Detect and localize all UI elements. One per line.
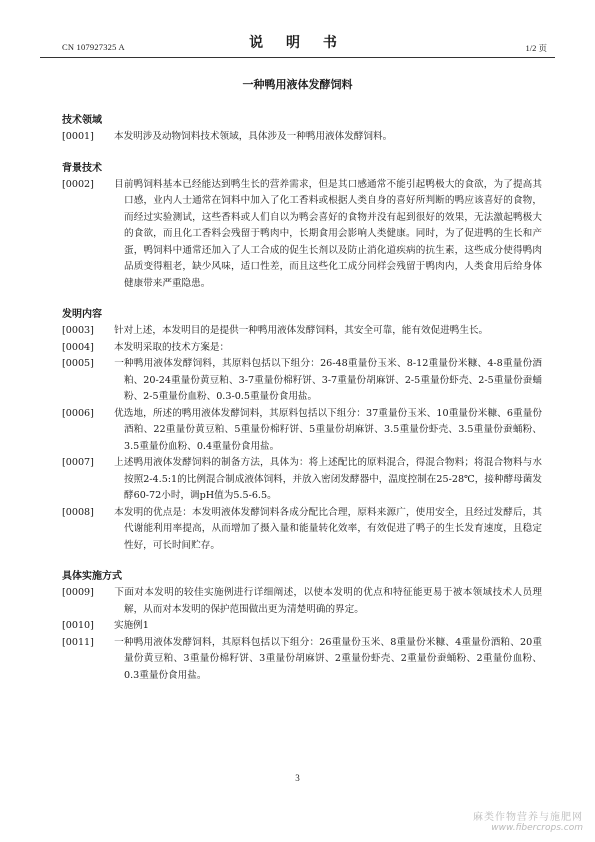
paragraph (62, 585, 542, 618)
paragraph (62, 323, 542, 340)
document-body (62, 112, 542, 698)
publication-number: CN 107927325 A (62, 42, 125, 52)
paragraph (62, 635, 542, 685)
paragraph-number: [0011] (62, 636, 94, 648)
section-heading: 背景技术 (62, 162, 102, 174)
paragraph-number: [0006] (62, 407, 94, 419)
watermark-url: www.fibercrops.com (491, 823, 583, 833)
paragraph-text: 下面对本发明的较佳实施例进行详细阐述，以使本发明的优点和特征能更易于被本领域技术人员理解，从而对本发明的保护范围做出更为清楚明确的界定。 (114, 587, 542, 615)
paragraph-text: 实施例1 (114, 620, 149, 631)
site-watermark (473, 808, 583, 833)
paragraph (62, 129, 542, 146)
section-heading: 技术领域 (62, 115, 102, 126)
paragraph (62, 177, 542, 293)
paragraph (62, 455, 542, 505)
paragraph-text: 目前鸭饲料基本已经能达到鸭生长的营养需求，但是其口感通常不能引起鸭极大的食欲，为了提高其口感，业内人士通常在饲料中加入了化工香料或根据人类自身的喜好所判断的鸭应该喜好的食物，而经过实验测试，这些香料或人们自以为鸭会喜好的食物并没有起到很好的效果，无法激起鸭极大的食欲，而且化工香料会残留于鸭肉中，长期食用会影响人类健康。同时，为了促进鸭的生长和产蛋，鸭饲料中通常还加入了人工合成的促生长剂以及防止消化道疾病的抗生素，这些成分使得鸭肉品质变得粗老，缺少风味，适口性差，而且这些化工成分同样会残留于鸭肉内，人类食用后给身体健康带来严重隐患。 (114, 178, 542, 289)
paragraph (62, 505, 542, 555)
section (62, 112, 542, 146)
paragraph-number: [0002] (62, 178, 94, 190)
document-title: 一种鸭用液体发酵饲料 (242, 78, 353, 91)
paragraph-number: [0008] (62, 506, 94, 518)
section (62, 306, 542, 554)
section-heading: 具体实施方式 (62, 571, 122, 582)
paragraph-number: [0009] (62, 587, 94, 598)
paragraph-text: 上述鸭用液体发酵饲料的制备方法，具体为：将上述配比的原料混合，得混合物料；将混合物料与水按照2-4.5:1的比例混合制成液体饲料，并放入密闭发酵器中，温度控制在25-28℃，接种酵母菌发酵60-72小时，调pH值为5.5-6.5。 (114, 457, 542, 501)
paragraph-number: [0004] (62, 341, 94, 353)
paragraph-number: [0003] (62, 325, 94, 336)
paragraph-number: [0007] (62, 457, 94, 468)
section (62, 160, 542, 293)
watermark-site-name: 麻类作物营养与施肥网 (473, 812, 583, 823)
paragraph-text: 本发明的优点是：本发明液体发酵饲料各成分配比合理，原料来源广，使用安全，且经过发酵后，其代谢能利用率提高，从而增加了摄入量和能量转化效率，有效促进了鸭子的生长发育速度，且稳定性好，可长时间贮存。 (114, 506, 542, 551)
page-header (40, 30, 555, 56)
paragraph-text: 优选地，所述的鸭用液体发酵饲料，其原料包括以下组分：37重量份玉米、10重量份米糠、6重量份酒粕、22重量份黄豆粕、5重量份棉籽饼、5重量份胡麻饼、3.5重量份虾壳、3.5重量份蚕蛹粉、3.5重量份血粉、0.4重量份食用盐。 (114, 407, 542, 452)
section-heading: 发明内容 (62, 309, 102, 320)
paragraph-text: 针对上述，本发明目的是提供一种鸭用液体发酵饲料，其安全可靠，能有效促进鸭生长。 (114, 325, 489, 336)
paragraph-text: 本发明采取的技术方案是： (114, 341, 230, 353)
paragraph (62, 356, 542, 406)
page-number: 3 (295, 773, 300, 783)
document-type-heading: 说 明 书 (249, 35, 346, 51)
section (62, 568, 542, 684)
paragraph-number: [0001] (62, 131, 94, 142)
paragraph-text: 一种鸭用液体发酵饲料，其原料包括以下组分：26-48重量份玉米、8-12重量份米糠、4-8重量份酒粕、20-24重量份黄豆粕、3-7重量份棉籽饼、3-7重量份胡麻饼、2-5重量份虾壳、2-5重量份蚕蛹粉、2-5重量份血粉、0.3-0.5重量份食用盐。 (114, 358, 542, 402)
paragraph (62, 340, 542, 357)
paragraph-number: [0010] (62, 620, 94, 631)
paragraph (62, 406, 542, 456)
page-indicator: 1/2 页 (525, 43, 547, 53)
paragraph-text: 一种鸭用液体发酵饲料，其原料包括以下组分：26重量份玉米、8重量份米糠、4重量份酒粕、20重量份黄豆粕、3重量份棉籽饼、3重量份胡麻饼、2重量份虾壳、2重量份蚕蛹粉、2重量份血粉、0.3重量份食用盐。 (114, 636, 542, 681)
header-divider (40, 57, 555, 58)
paragraph-text: 本发明涉及动物饲料技术领域，具体涉及一种鸭用液体发酵饲料。 (114, 131, 393, 142)
paragraph-number: [0005] (62, 358, 94, 369)
paragraph (62, 618, 542, 635)
